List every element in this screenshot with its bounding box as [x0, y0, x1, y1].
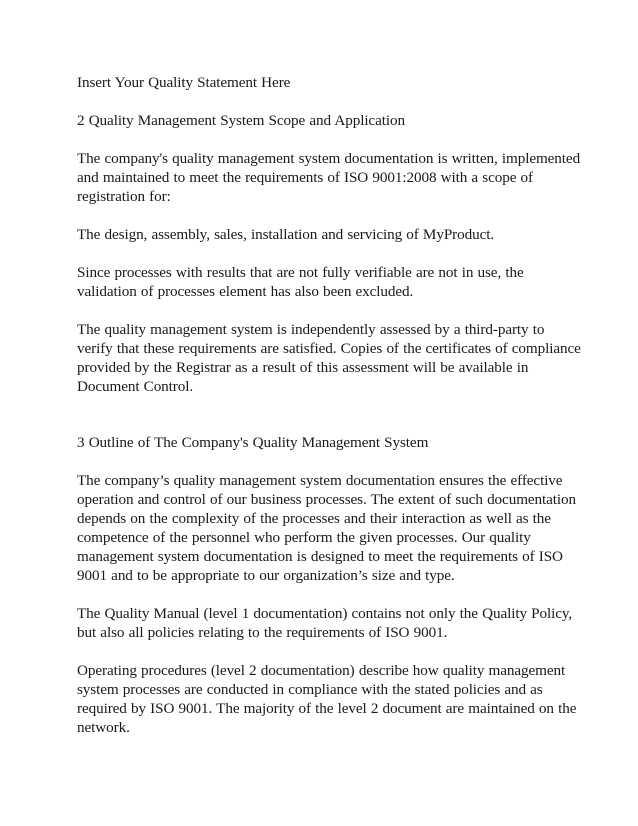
text-line: competence of the personnel who perform the given processes. Our quality: [77, 529, 531, 546]
section-3-heading: 3 Outline of The Company's Quality Management System: [77, 434, 429, 451]
section-2-paragraph-3: [77, 263, 578, 301]
text-line: The design, assembly, sales, installation and servicing of MyProduct.: [77, 226, 495, 243]
text-line: The quality management system is independently assessed by a third-party to: [77, 321, 545, 338]
text-line: management system documentation is designed to meet the requirements of ISO: [77, 548, 563, 565]
text-line: validation of processes element has also been excluded.: [77, 283, 414, 300]
text-line: The Quality Manual (level 1 documentation) contains not only the Quality Policy,: [77, 605, 573, 622]
section-2-heading: 2 Quality Management System Scope and Application: [77, 112, 405, 129]
text-line: required by ISO 9001. The majority of the level 2 document are maintained on the: [77, 700, 577, 717]
text-line: Document Control.: [77, 378, 194, 395]
text-line: The company’s quality management system documentation ensures the effective: [77, 472, 563, 489]
section-3-paragraph-3: [77, 661, 578, 737]
section-2-paragraph-1: [77, 149, 581, 206]
text-line: 9001 and to be appropriate to our organization’s size and type.: [77, 567, 455, 584]
text-line: Operating procedures (level 2 documentation) describe how quality management: [77, 662, 566, 679]
section-3-paragraph-2: [77, 604, 578, 642]
section-2-paragraph-2: [77, 225, 578, 244]
text-line: registration for:: [77, 188, 171, 205]
text-line: Since processes with results that are not fully verifiable are not in use, the: [77, 264, 524, 281]
section-2-paragraph-4: [77, 320, 581, 396]
quality-statement-placeholder: Insert Your Quality Statement Here: [77, 74, 291, 91]
section-3-paragraph-1: [77, 471, 578, 585]
text-line: depends on the complexity of the processes and their interaction as well as the: [77, 510, 551, 527]
text-line: provided by the Registrar as a result of this assessment will be available in: [77, 359, 529, 376]
text-line: The company's quality management system documentation is written, implemented: [77, 150, 581, 167]
text-line: but also all policies relating to the requirements of ISO 9001.: [77, 624, 448, 641]
text-line: system processes are conducted in compliance with the stated policies and as: [77, 681, 543, 698]
text-line: and maintained to meet the requirements of ISO 9001:2008 with a scope of: [77, 169, 533, 186]
text-line: verify that these requirements are satisfied. Copies of the certificates of compliance: [77, 340, 581, 357]
text-line: network.: [77, 719, 130, 736]
text-line: operation and control of our business processes. The extent of such documentation: [77, 491, 577, 508]
